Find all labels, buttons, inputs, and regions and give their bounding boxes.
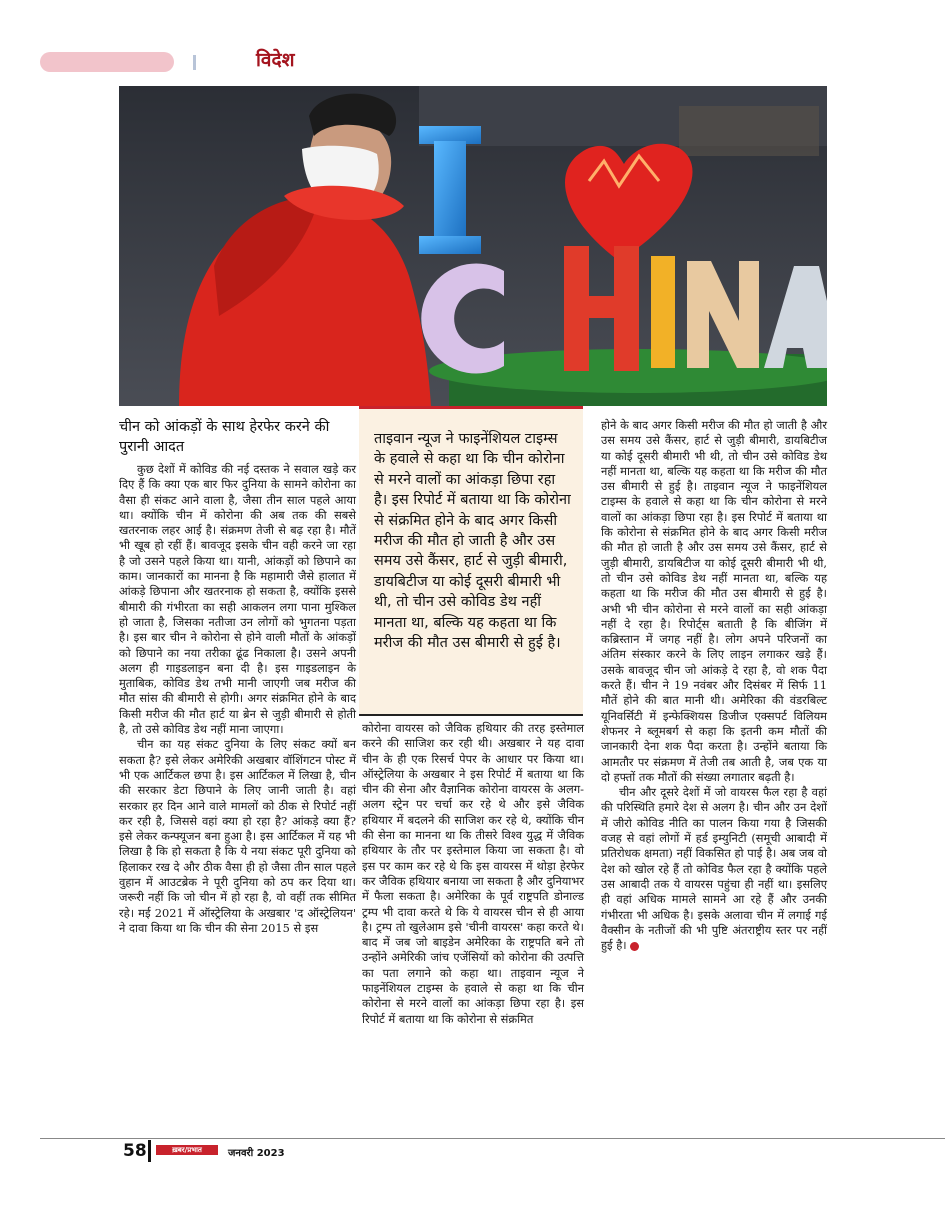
pull-quote-rule xyxy=(359,714,583,716)
article-subheading: चीन को आंकड़ों के साथ हेरफेर करने की पुरानी आदत xyxy=(119,419,330,455)
photo-illustration xyxy=(119,86,827,406)
paragraph: चीन का यह संकट दुनिया के लिए संकट क्यों बन सकता है? इसे लेकर अमेरिकी अखबार वॉशिंगटन पोस्ट में भी एक आर्टिकल छपा है। इस आर्टिकल में लिखा है, चीन की सरकार डेटा छिपाने के लिए जानी जाती है। वहां सरकार हर दिन आने वाले मामलों को ठीक से रिपोर्ट नहीं कर रही है, जिससे वहां क्या हो रहा है? आंकड़े क्या हैं? इसे लेकर कन्फ्यूजन बना हुआ है। इस आर्टिकल में यह भी लिखा है कि हो सकता है कि ये नया संकट पूरी दुनिया को हिलाकर रख दे और ठीक वैसा ही हो जैसा तीन साल पहले वुहान में आउटब्रेक ने पूरी दुनिया को ठप कर दिया था। जरूरी नहीं कि जो चीन में हो रहा है, वो वहीं तक सीमित रहे। मई 2021 में ऑस्ट्रेलिया के अखबार 'द ऑस्ट्रेलियन' ने दावा किया था कि चीन की सेना 2015 से इस xyxy=(119,737,356,935)
issue-date: जनवरी 2023 xyxy=(228,1148,285,1159)
paragraph-text: चीन और दूसरे देशों में जो वायरस फैल रहा है वहां की परिस्थिति हमारे देश से अलग है। चीन और उन देशों में जीरो कोविड नीति का पालन किया गया है जिसकी वजह से वहां लोगों में हर्ड इम्युनिटी (समूची आबादी में प्रतिरोधक क्षमता) नहीं विकसित हो पाई है। अब जब वो देश को खोल रहे हैं तो कोविड फैल रहा है क्योंकि पहले उस आबादी तक ये वायरस पहुंचा ही नहीं था। इसलिए ही वहां अधिक मामले सामने आ रहे हैं और उनकी गंभीरता भी अधिक है। इसके अलावा चीन में लगाई गई वैक्सीन के नतीजों की भी पुष्टि अंतराष्ट्रीय स्तर पर नहीं हुई है। xyxy=(601,785,827,953)
footer-divider xyxy=(148,1140,151,1162)
column-2 xyxy=(362,721,584,1027)
paragraph: होने के बाद अगर किसी मरीज की मौत हो जाती है और उस समय उसे कैंसर, हार्ट से जुड़ी बीमारी, डायबिटीज या कोई दूसरी बीमारी भी थी, तो चीन उसे कोविड डेथ नहीं मानता था, बल्कि यह कहता था कि मरीज की मौत उस बीमारी से हुई है। ताइवान न्यूज ने फाइनेंशियल टाइम्स के हवाले से कहा था कि चीन कोरोना से मरने वालों का आंकड़ा छिपा रहा है। इस रिपोर्ट में बताया था कि कोरोना से संक्रमित होने के बाद अगर किसी मरीज की मौत हो जाती है और उस समय उसे कैंसर, हार्ट से जुड़ी बीमारी, डायबिटीज या कोई दूसरी बीमारी भी थी, तो चीन उसे कोविड डेथ नहीं मानता था, बल्कि यह कहता था कि मरीज की मौत उस बीमारी से हुई है। अभी भी चीन कोरोना से मरने वालों का सही आंकड़ा नहीं दे रहा है। रिपोर्ट्स बताती है कि बीजिंग में कब्रिस्तान में जगह नहीं है। लोग अपने परिजनों का अंतिम संस्कार करने के लिए लाइन लगाकर खड़े हैं। उसके बावजूद चीन जो आंकड़े दे रहा है, वो शक पैदा करते हैं। चीन ने 19 नवंबर और दिसंबर में सिर्फ 11 मौतें होने की बात मानी थी। अमेरिका की वंडरबिल्ट यूनिवर्सिटी में इन्फेक्शियस डिजीज एक्सपर्ट विलियम शेफनर ने ब्लूमबर्ग से कहा कि इतनी कम मौतों की जानकारी देना शक पैदा करता है। उन्होंने बताया कि आमतौर पर संक्रमण में तेजी तब आती है, जब एक या दो हफ्तों तक मौतों की संख्या लगातार बढ़ती है। xyxy=(601,418,827,784)
page-number: 58 xyxy=(123,1141,147,1161)
paragraph: कोरोना वायरस को जैविक हथियार की तरह इस्तेमाल करने की साजिश कर रही थी। अखबार ने यह दावा चीन के ही एक रिसर्च पेपर के आधार पर किया था। ऑस्ट्रेलिया के अखबार ने इस रिपोर्ट में बताया था कि चीन की सेना और वैज्ञानिक कोरोना वायरस के अलग-अलग स्ट्रेन पर चर्चा कर रहे थे और इसे जैविक हथियार में बदलने की साजिश कर रहे थे, क्योंकि चीन की सेना का मानना था कि तीसरे विश्व युद्ध में जैविक हथियार के तौर पर इस्तेमाल किया जा सकता है। वो इस पर काम कर रहे थे कि इस वायरस में थोड़ा हेरफेर कर जैविक हथियार बनाया जा सकता है और दुनियाभर में फैला सकता है। अमेरिका के पूर्व राष्ट्रपति डोनाल्ड ट्रम्प भी दावा करते थे कि ये वायरस चीन से ही आया है। ट्रम्प तो खुलेआम इसे 'चीनी वायरस' कहा करते थे। बाद में जब जो बाइडेन अमेरिका के राष्ट्रपति बने तो उन्होंने अमेरिकी जांच एजेंसियों को कोरोना की उत्पत्ति का पता लगाने को कहा था। ताइवान न्यूज ने फाइनेंशियल टाइम्स के हवाले से कहा था कि चीन कोरोना से मरने वालों का आंकड़ा छिपा रहा है। इस रिपोर्ट में बताया था कि कोरोना से संक्रमित xyxy=(362,721,584,1026)
column-3 xyxy=(601,418,827,953)
pull-quote-box xyxy=(359,406,583,715)
section-pill xyxy=(40,52,174,72)
paragraph: कुछ देशों में कोविड की नई दस्तक ने सवाल खड़े कर दिए हैं कि क्या एक बार फिर दुनिया के सामने कोरोना का वैसा ही संकट आने वाला है, जैसा तीन साल पहले आया था। क्योंकि चीन में कोरोना की अब तक की सबसे खतरनाक लहर आई है। संक्रमण तेजी से बढ़ रहा है। मौतें भी खूब हो रहीं हैं। बावजूद इसके चीन वही करने जा रहा है जो उसने पहले किया था। यानी, आंकड़ों को छिपाने का काम। जानकारों का मानना है कि महामारी जैसे हालात में आंकड़े छिपाना और खतरनाक हो सकता है, क्योंकि इससे बीमारी की गंभीरता का सही आकलन लगा पाना मुश्किल हो जाता है, जिसका नतीजा उन लोगों को भुगतना पड़ता है। इस बार चीन ने कोरोना से होने वाली मौतों के आंकड़ों को छिपाने का नया तरीका ढूंढ निकाला है। उसने अपनी अलग ही गाइडलाइन बना दी है। इस गाइडलाइन के मुताबिक, कोविड डेथ तभी मानी जाएगी जब मरीज की मौत सांस की बीमारी से होगी। अगर संक्रमित होने के बाद किसी मरीज की मौत हार्ट या ब्रेन से जुड़ी बीमारी से होती है, तो उसे कोविड डेथ नहीं माना जाएगा। xyxy=(119,462,356,737)
section-title: विदेश xyxy=(256,49,295,71)
letter-i-top-stem xyxy=(434,141,466,241)
paragraph-last xyxy=(601,785,827,953)
pull-quote-text: ताइवान न्यूज ने फाइनेंशियल टाइम्स के हवाले से कहा था कि चीन कोरोना से मरने वालों का आंकड़ा छिपा रहा है। इस रिपोर्ट में बताया था कि कोरोना से संक्रमित होने के बाद अगर किसी मरीज की मौत हो जाती है और उस समय उसे कैंसर, हार्ट से जुड़ी बीमारी, डायबिटीज या कोई दूसरी बीमारी भी थी, तो चीन उसे कोविड डेथ नहीं मानता था, बल्कि यह कहता था कि मरीज की मौत उस बीमारी से हुई है। xyxy=(374,431,571,652)
column-1 xyxy=(119,462,356,936)
magazine-logo: ख़बर/प्रभात xyxy=(156,1145,218,1155)
footer-rule xyxy=(40,1138,945,1139)
article-photo xyxy=(119,86,827,406)
letter-i-top-base xyxy=(419,236,481,254)
end-mark-icon xyxy=(630,942,639,951)
letter-h-bar xyxy=(584,296,619,318)
header-divider xyxy=(193,55,196,70)
letter-i-bottom xyxy=(651,256,675,368)
